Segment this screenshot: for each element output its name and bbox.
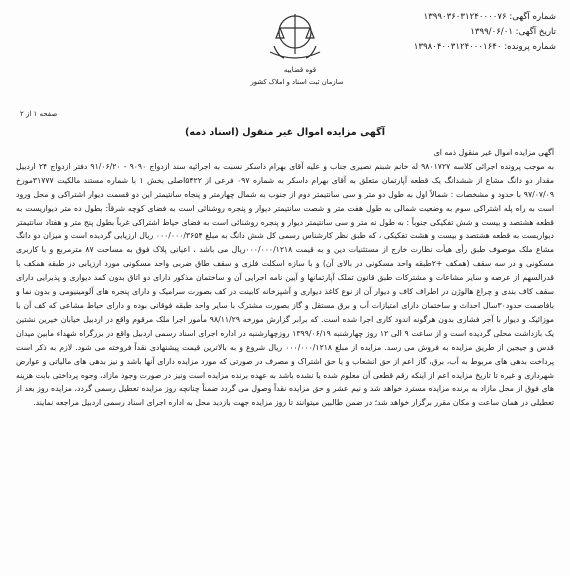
emblem-title: قوه قضاییه <box>283 66 317 74</box>
notice-date: تاریخ آگهی: ۱۳۹۹/۰۶/۰۱ <box>470 27 556 37</box>
notice-header-info <box>326 10 556 55</box>
body-paragraph: به موجب پرونده اجرائی کلاسه ۹۸۰۱۷۲۷ له خانم شبنم نصیری جناب و علیه آقای بهرام داسکر نسبت به اجرائیه سند ازدواج ۹۰۹۰ - ۹۱/۰۶/۲۰ دفتر ازدواج ۲۴ اردبیل مقدار دو دانگ مشاع از ششدانگ یک قطعه آپارتمان متعلق به آقای بهرام داسکر به شماره ۰۹۷ فرعی از ۵۴۲۲اصلی بخش ۱ با شماره مستند مالکیت ۳۱۷۷۷مورخ ۹۷/۰۷/۰۹ با حدود و مشخصات : شمالاً اول به طول دو متر و سی سانتیمتر دوم از جنوب به شمال چهارمتر و پنجاه سانتیمتر این دو قسمت دیوار اشتراکی و محل ورود است به راه پله اشتراکی سوم به وضعیت شمالی به طول هفت متر و شصت سانتیمتر دیوار و پنجره روشنائی است به فضای کوچه شرقاً: بطول ده متر دیواریست به قطعه هشتصد و بیست و شش تفکیکی جنوباً : به طول نه متر و سی سانتیمتر دیوار و پنجره روشنائی است به فضای حیاط اشتراکی غرباً بطول پنج متر و هفتاد سانتیمتر دیواریست به قطعه هشتصد و بیست و هشت تفکیکی ، که طبق نظر کارشناس رسمی کل شش دانگ به مبلغ ۰۰۰/۰۰۰/۳۶۵۴ ریال ارزیابی گردیده است و میزان دو دانگ مشاع ملک موصوف طبق رأی هیأت نظارت خارج از مستثنیات دین و به قیمت ۰۰۰/۰۰۰/۱۲۱۸ریال می باشد ، اعیانی پلاک فوق به مساحت ۸۷ مترمربع و با کاربری مسکونی و در سه سقف (همکف +۲طبقه واحد مسکونی در بالای آن) و با سازه اسکلت فلزی و سقف طاق ضربی واحد مسکونی مورد ارزیابی در طبقه همکف با قدرالسهم از عرصه و سایر مشاعات و مشترکات طبق قانون تملک آپارتمانها و آیین نامه اجرایی آن و ساختمان مذکور دارای دو اتاق بدون کمد دیواری و پذیرایی دارای سقف کاف بندی و چراغ هالوژن در اطراف کاف و دیوار آن از نوع کاغذ دیواری و آشپزخانه کابینت در کف بصورت سرامیک و دارای پنجره های آلومینیومی و بدون نما و بافاصمت حدود۳۰سال احداث و ساختمان دارای امتیازات آب و برق مستقل و گاز بصورت مشترک با سایر واحد طبقه فوقانی بوده و دارای حیاط مشاعی که کف آن با موزائیک و دیوار با آجر فشاری بدون هرگونه اندود کاری اجرا شده است. که برابر گزارش مورخه ۹۸/۱۱/۲۹ مأمور اجرا ملک مرقوم واقع در اردبیل خیابان خیرین نشتین یک بازداشت محلی گردیده است و از ساعت ۹ الی ۱۲ روز چهارشنبه ۱۳۹۹/۰۶/۱۹ روزچهارشنبه در اداره اجرای اسناد رسمی اردبیل واقع در بزرگراه شهداء مابین میدان قدس و جیجین از طریق مزایده به فروش می رسد. مزایده از مبلغ ۰۰۰/۰۰۰/۱۲۱۸ ریال شروع و به بالاترین قیمت پیشنهادی نقداً فروخته می شود. لازم به ذکر است پرداخت بدهی های مربوط به آب، برق، گاز اعم از حق انشعاب و یا حق اشتراک و مصرف در صورتی که مورد مزایده دارای آنها باشد و نیز بدهی های مالیاتی و عوارض شهرداری و غیره تا تاریخ مزایده اعم از اینکه رقم قطعی آن معلوم شده یا نشده باشد به عهده برنده مزایده است ونیز در صورت وجود مازاد، وجوه پرداختی بابت هزینه های فوق از محل مازاد به برنده مزایده مسترد خواهد شد و نیم عشر و حق مزایده نقداً وصول می گردد ضمناً چنانچه روز مزایده تعطیل رسمی گردد، مزایده روز بعد از تعطیلی در همان ساعت و مکان مقرر برگزار خواهد شد؛ در ضمن طالبین میتوانند تا روز مزایده جهت بازدید محل به اداره اجرای اسناد رسمی اردبیل مراجعه نمایند. <box>16 161 554 408</box>
page-number: صفحه ۱ از ۲ <box>20 110 58 118</box>
notice-number: شماره آگهی: ۱۳۹۹۰۳۶۰۳۱۲۴۰۰۰۰۷۶ <box>423 12 556 22</box>
case-number: شماره پرونده: ۱۳۹۸۰۴۰۰۳۱۲۴۰۰۰۱۶۴۰ <box>413 42 556 52</box>
body-heading: آگهی مزایده اموال غیر منقول ذمه ای <box>433 148 554 157</box>
document-title: آگهی مزایده اموال غیر منقول (اسناد ذمه) <box>185 127 385 138</box>
organization-name: سازمان ثبت اسناد و املاک کشور <box>250 78 344 86</box>
document-body <box>16 146 554 566</box>
